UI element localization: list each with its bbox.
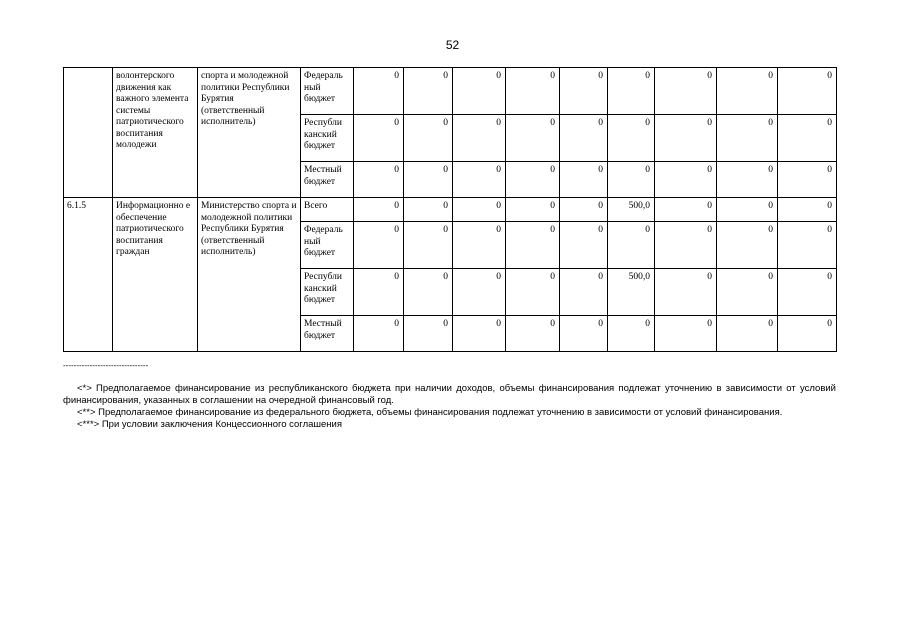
funding-source-cell: Местный бюджет [301,316,354,352]
amount-cell: 0 [453,316,506,352]
funding-source-cell: Республи канский бюджет [301,269,354,316]
funding-source-cell: Республи канский бюджет [301,115,354,162]
amount-cell: 0 [655,316,717,352]
amount-cell: 0 [608,162,655,198]
amount-cell: 0 [608,115,655,162]
amount-cell: 0 [778,222,837,269]
amount-cell: 0 [560,115,608,162]
amount-cell: 0 [354,269,404,316]
table-row [64,68,837,115]
amount-cell: 0 [778,269,837,316]
amount-cell: 0 [560,162,608,198]
executor-cell: Министерство спорта и молодежной политики Республики Бурятия (ответственный исполнитель) [198,198,301,352]
amount-cell: 0 [453,269,506,316]
amount-cell: 0 [506,68,560,115]
event-code-cell: 6.1.5 [64,198,113,352]
footnote-separator: -------------------------------- [63,361,149,370]
amount-cell: 0 [655,162,717,198]
amount-cell: 0 [404,68,453,115]
amount-cell: 0 [717,198,778,222]
amount-cell: 0 [717,68,778,115]
amount-cell: 0 [778,316,837,352]
funding-source-cell: Местный бюджет [301,162,354,198]
amount-cell: 0 [778,68,837,115]
amount-cell: 0 [717,162,778,198]
amount-cell: 0 [354,68,404,115]
budget-table [63,67,837,352]
amount-cell: 0 [655,68,717,115]
amount-cell: 0 [778,198,837,222]
amount-cell: 0 [560,269,608,316]
event-name-cell: волонтерского движения как важного элемента системы патриотического воспитания молодежи [113,68,198,198]
event-code-cell [64,68,113,198]
amount-cell: 0 [506,198,560,222]
footnote-1: <*> Предполагаемое финансирование из республиканского бюджета при наличии доходов, объемы финансирования подлежат уточнению в зависимости от условий финансирования, указанных в соглашении на очередной финансовый год. [63,383,836,406]
amount-cell: 0 [608,68,655,115]
amount-cell: 0 [717,316,778,352]
amount-cell: 0 [506,269,560,316]
amount-cell: 0 [778,115,837,162]
amount-cell: 0 [560,222,608,269]
amount-cell: 0 [354,198,404,222]
amount-cell: 0 [655,222,717,269]
amount-cell: 0 [506,162,560,198]
footnotes [63,383,836,431]
amount-cell: 0 [404,115,453,162]
footnote-2: <**> Предполагаемое финансирование из федерального бюджета, объемы финансирования подлежат уточнению в зависимости от условий финансирования. [77,407,783,418]
funding-source-cell: Федераль ный бюджет [301,68,354,115]
amount-cell: 0 [560,198,608,222]
amount-cell: 0 [453,198,506,222]
amount-cell: 0 [453,68,506,115]
table-row [64,198,837,222]
executor-cell: спорта и молодежной политики Республики Бурятия (ответственный исполнитель) [198,68,301,198]
amount-cell: 0 [404,222,453,269]
amount-cell: 0 [453,115,506,162]
funding-source-cell: Федераль ный бюджет [301,222,354,269]
amount-cell: 0 [655,115,717,162]
amount-cell: 0 [778,162,837,198]
amount-cell: 0 [560,316,608,352]
amount-cell: 0 [404,316,453,352]
amount-cell: 0 [354,316,404,352]
amount-cell: 0 [453,162,506,198]
amount-cell: 0 [404,198,453,222]
amount-cell: 0 [354,162,404,198]
amount-cell: 0 [717,222,778,269]
amount-cell: 0 [404,162,453,198]
amount-cell: 500,0 [608,198,655,222]
amount-cell: 0 [453,222,506,269]
amount-cell: 0 [608,222,655,269]
amount-cell: 0 [506,222,560,269]
footnote-3: <***> При условии заключения Концессионного соглашения [77,419,342,430]
amount-cell: 0 [354,222,404,269]
amount-cell: 0 [717,269,778,316]
amount-cell: 500,0 [608,269,655,316]
page-number: 52 [445,38,460,52]
event-name-cell: Информационно е обеспечение патриотического воспитания граждан [113,198,198,352]
amount-cell: 0 [608,316,655,352]
amount-cell: 0 [655,269,717,316]
funding-source-cell: Всего [301,198,354,222]
amount-cell: 0 [560,68,608,115]
amount-cell: 0 [354,115,404,162]
amount-cell: 0 [655,198,717,222]
amount-cell: 0 [404,269,453,316]
amount-cell: 0 [506,316,560,352]
amount-cell: 0 [506,115,560,162]
table-body [64,68,837,352]
amount-cell: 0 [717,115,778,162]
